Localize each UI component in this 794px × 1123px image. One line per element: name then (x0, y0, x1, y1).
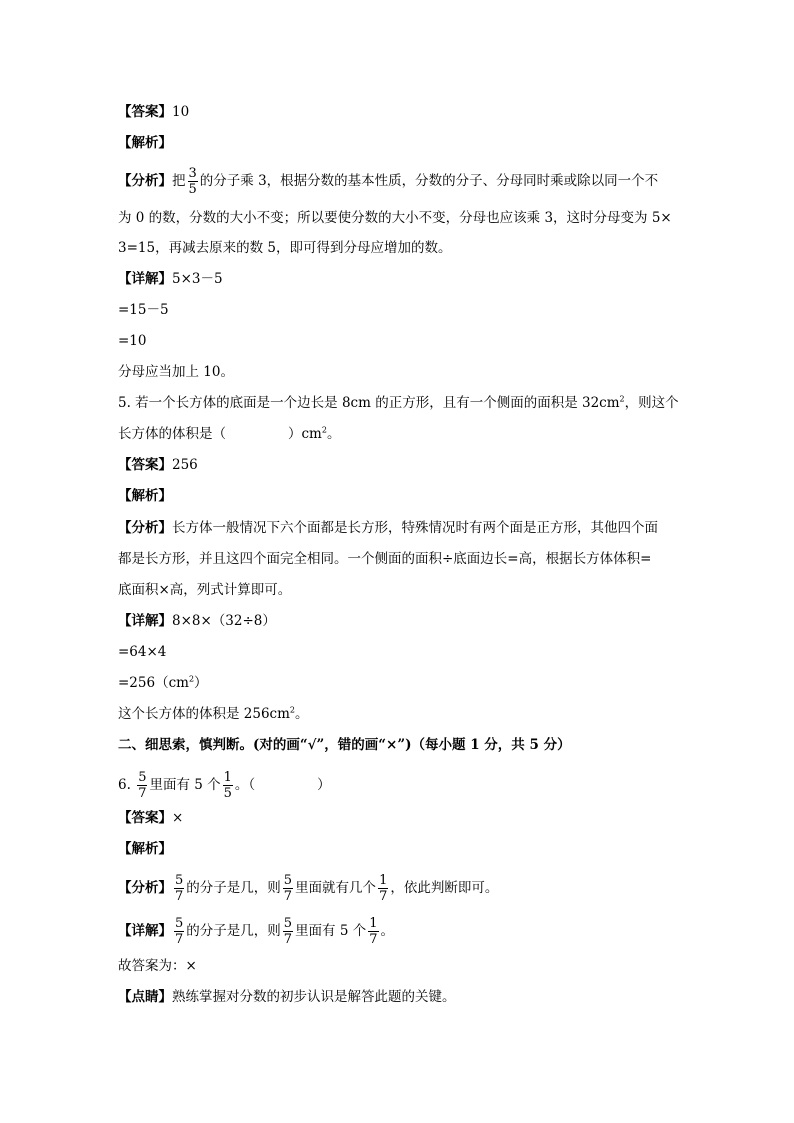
fenxi-tag: 【分析】 (118, 880, 172, 896)
q4-answer (118, 102, 676, 122)
q6-fenxi (118, 873, 676, 904)
question-text: 。 (326, 426, 341, 442)
fraction-denominator: 7 (369, 932, 378, 947)
q6-dianjing (118, 987, 676, 1007)
question-text: ） (317, 777, 331, 793)
superscript: 2 (188, 674, 195, 684)
xiangjie-tag: 【详解】 (118, 923, 172, 939)
q5-fenxi-line3: 底面积×高，列式计算即可。 (118, 582, 292, 598)
fraction (283, 873, 293, 904)
fraction (283, 916, 293, 947)
fenxi-text: 的分子是几，则 (186, 880, 281, 896)
fraction-numerator: 3 (188, 166, 197, 181)
dianjing-tag: 【点睛】 (118, 989, 172, 1005)
superscript: 2 (289, 705, 296, 715)
superscript: 2 (619, 394, 625, 404)
fenxi-text: 里面就有几个 (295, 880, 377, 896)
fraction-numerator: 5 (138, 770, 147, 785)
xiangjie-text: =256（cm (118, 675, 189, 691)
q5-xiangjie-line2: =64×4 (118, 644, 167, 660)
q6-xiangjie (118, 916, 676, 947)
xiangjie-text: 5×3－5 (172, 271, 223, 287)
q5-xiangjie-line1 (118, 611, 676, 631)
fenxi-text: ，依此判断即可。 (390, 880, 499, 896)
fraction-numerator: 5 (283, 916, 293, 931)
question-text: 长方体的体积是（ (118, 426, 226, 442)
fraction-denominator: 5 (223, 786, 232, 801)
fraction-denominator: 7 (175, 889, 184, 904)
xiangjie-text: ） (194, 675, 208, 691)
answer-tag: 【答案】 (118, 810, 172, 826)
xiangjie-text: 8×8×（32÷8） (172, 613, 276, 629)
question-text: ，则这个 (624, 395, 679, 411)
question-text: 5. 若一个长方体的底面是一个边长是 8cm 的正方形，且有一个侧面的面积是 32cm (118, 395, 620, 411)
fenxi-text: 长方体一般情况下六个面都是长方形，特殊情况时有两个面是正方形，其他四个面 (172, 520, 658, 536)
fraction-denominator: 7 (175, 932, 184, 947)
xiangjie-text: 的分子是几，则 (186, 923, 281, 939)
q6-answer (118, 808, 676, 828)
q4-xiangjie-line2: =15－5 (118, 302, 169, 318)
q5-question-line2 (118, 424, 676, 444)
q6-analysis-header: 【解析】 (118, 841, 172, 857)
answer-text: 256 (172, 457, 198, 473)
section-heading: 二、细思索，慎判断。(对的画“√”，错的画“×”)（每小题 1 分，共 5 分） (118, 737, 571, 753)
fraction-denominator: 7 (138, 786, 147, 801)
answer-tag: 【答案】 (118, 457, 172, 473)
question-number: 6. (118, 777, 131, 793)
xiangjie-text: 。 (380, 923, 395, 939)
fraction-numerator: 5 (283, 873, 293, 888)
q5-question-line1 (118, 393, 679, 413)
dianjing-text: 熟练掌握对分数的初步认识是解答此题的关键。 (172, 989, 456, 1005)
fraction-denominator: 7 (283, 932, 293, 947)
question-text: ）cm (288, 426, 322, 442)
fraction (137, 770, 147, 801)
fenxi-tag: 【分析】 (118, 520, 172, 536)
q4-analysis-header: 【解析】 (118, 135, 172, 151)
answer-text: × (172, 810, 184, 826)
q5-fenxi-line2: 都是长方形，并且这四个面完全相同。一个侧面的面积÷底面边长=高，根据长方体体积= (118, 551, 652, 567)
fraction-numerator: 5 (175, 873, 184, 888)
q5-conclusion (118, 704, 676, 724)
fraction-denominator: 7 (379, 889, 388, 904)
fenxi-text: 的分子乘 3，根据分数的基本性质，分数的分子、分母同时乘或除以同一个不 (199, 173, 659, 189)
fraction-denominator: 7 (283, 889, 293, 904)
fraction (378, 873, 388, 904)
q6-question (118, 770, 676, 801)
q5-xiangjie-line3 (118, 673, 676, 693)
q4-fenxi-line3: 3=15，再减去原来的数 5，即可得到分母应增加的数。 (118, 240, 452, 256)
fraction-numerator: 1 (379, 873, 388, 888)
fenxi-tag: 【分析】 (118, 173, 172, 189)
q4-fenxi-line1 (118, 166, 676, 197)
xiangjie-tag: 【详解】 (118, 613, 172, 629)
q4-xiangjie-line1 (118, 269, 676, 289)
answer-tag: 【答案】 (118, 104, 172, 120)
q5-answer (118, 455, 676, 475)
xiangjie-text: 里面有 5 个 (295, 923, 367, 939)
fraction (188, 166, 198, 197)
fraction-numerator: 1 (223, 770, 232, 785)
conclusion-text: 。 (295, 706, 309, 722)
fenxi-text: 把 (172, 173, 186, 189)
question-text: 里面有 5 个 (149, 777, 221, 793)
q4-xiangjie-line3: =10 (118, 333, 147, 349)
fraction-numerator: 1 (369, 916, 378, 931)
fraction-numerator: 5 (175, 916, 184, 931)
q5-fenxi-line1 (118, 518, 676, 538)
fraction (223, 770, 233, 801)
q4-conclusion: 分母应当加上 10。 (118, 364, 234, 380)
question-text: 。（ (234, 777, 256, 793)
xiangjie-tag: 【详解】 (118, 271, 172, 287)
fraction-denominator: 5 (188, 182, 197, 197)
fraction (368, 916, 378, 947)
q4-fenxi-line2: 为 0 的数，分数的大小不变；所以要使分数的大小不变，分母也应该乘 3，这时分母变为 5× (118, 210, 672, 226)
fraction (174, 873, 184, 904)
answer-text: 10 (172, 104, 190, 120)
fraction (174, 916, 184, 947)
superscript: 2 (321, 425, 327, 435)
q6-final: 故答案为：× (118, 958, 197, 974)
q5-analysis-header: 【解析】 (118, 488, 172, 504)
conclusion-text: 这个长方体的体积是 256cm (118, 706, 290, 722)
